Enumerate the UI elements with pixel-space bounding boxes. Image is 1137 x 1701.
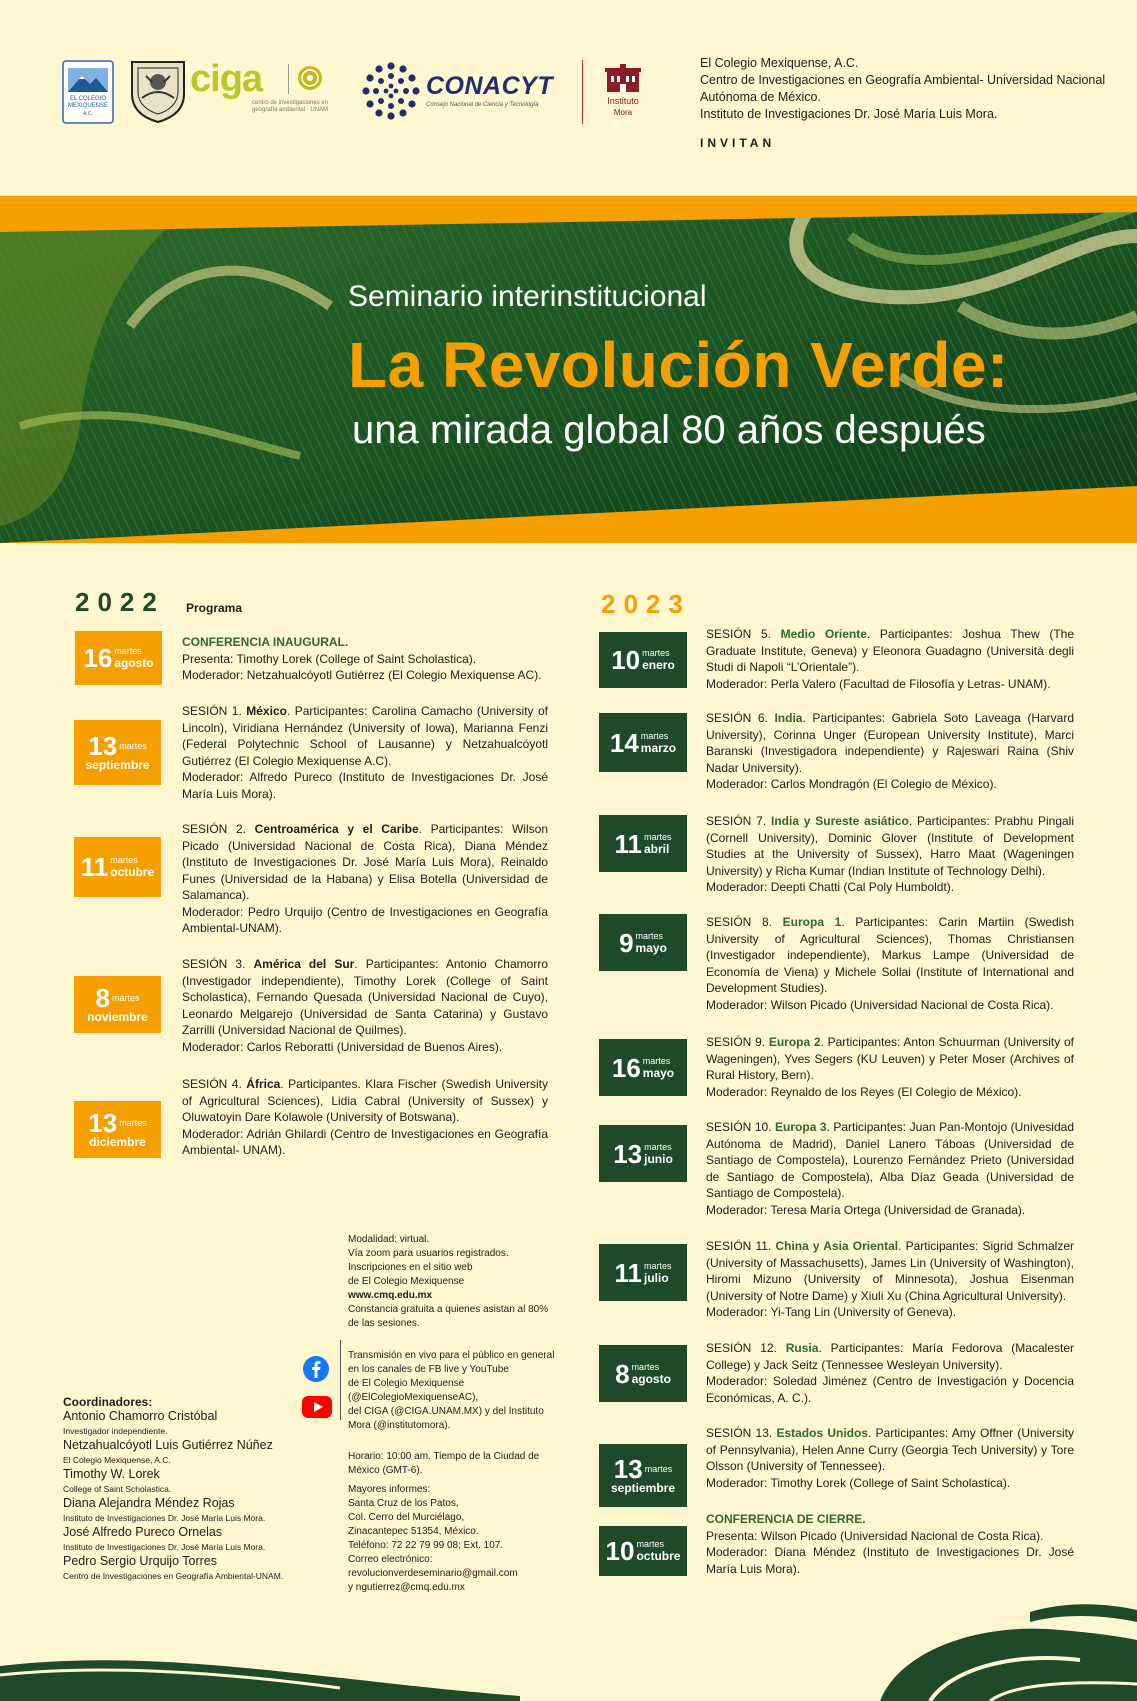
session-heading: CONFERENCIA DE CIERRE. bbox=[706, 1512, 866, 1526]
date-day: 10 bbox=[605, 1536, 635, 1566]
session-moderator: Moderador: Adrián Ghilardi (Centro de Investigaciones en Geografía Ambiental- UNAM). bbox=[182, 1126, 548, 1157]
horario-info bbox=[348, 1450, 578, 1478]
session-participants: . Participantes. Klara Fischer (Swedish University of Agricultural Sciences), Lidia Cabral (University of Sussex) y Oluwatoyin Dare Kolawole (University of Botswana). bbox=[182, 1077, 549, 1124]
date-day: 13 bbox=[88, 731, 118, 761]
coordinator-institution: College of Saint Scholastica. bbox=[63, 1484, 172, 1494]
info-line: de las sesiones. bbox=[348, 1318, 420, 1329]
mora-building-icon bbox=[605, 62, 641, 94]
date-weekday: martes bbox=[643, 1260, 672, 1271]
email-link[interactable]: revolucionverdeseminario@gmail.com bbox=[348, 1568, 518, 1579]
session-participants: . Participantes: Juan Pan-Montojo (Univesidad Autónoma de Madrid), Daniel Lanero Táboas (Universidad de Santiago de Compostela), Lourenzo Fernández Prieto (Universidad de Santiago de Compostela), Alba Díaz Geada (Universidad de Santiago de Compostela). bbox=[706, 1120, 1074, 1200]
date-day: 13 bbox=[88, 1108, 118, 1138]
mora-logo-text1: Instituto bbox=[607, 96, 639, 106]
info-line: Correo electrónico: bbox=[348, 1554, 433, 1565]
session-participants: . Participantes: Amy Offner (University of Pennsylvania), Helen Anne Curry (Georgia Tech University) y Tore Olsson (University of Tennessee). bbox=[706, 1426, 1074, 1473]
coordinator-institution: Instituto de Investigaciones Dr. José María Luis Mora. bbox=[63, 1542, 266, 1552]
session-region: Rusia bbox=[785, 1341, 819, 1355]
session-line: Moderador: Diana Méndez (Instituto de Investigaciones Dr. José María Luis Mora). bbox=[706, 1545, 1074, 1576]
info-line: Mora (@institutomora). bbox=[348, 1420, 451, 1431]
session-number: SESIÓN 1. bbox=[182, 704, 247, 718]
mora-logo-text2: Mora bbox=[613, 108, 633, 117]
info-line: (@ElColegioMexiquenseAC), bbox=[348, 1392, 479, 1403]
session-moderator: Moderador: Timothy Lorek (College of Saint Scholastica). bbox=[706, 1475, 1011, 1490]
coordinator-institution: El Colegio Mexiquense, A.C. bbox=[63, 1455, 171, 1465]
session-moderator: Moderador: Yi-Tang Lin (University of Geneva). bbox=[706, 1305, 957, 1319]
coordinators-title: Coordinadores: bbox=[63, 1395, 153, 1409]
date-day: 10 bbox=[611, 645, 641, 675]
date-month: mayo bbox=[635, 940, 667, 955]
session-region: China y Asia Oriental bbox=[775, 1239, 899, 1253]
date-weekday: martes bbox=[631, 1361, 660, 1372]
coordinator-institution: Centro de Investigaciones en Geografía Ambiental-UNAM. bbox=[63, 1571, 284, 1581]
session-number: SESIÓN 13. bbox=[706, 1426, 777, 1440]
session-region: Europa 2 bbox=[768, 1035, 821, 1049]
date-badge bbox=[599, 1526, 687, 1576]
date-day: 11 bbox=[80, 852, 109, 882]
session-6 bbox=[706, 710, 1074, 793]
info-line: Transmisión en vivo para el público en general bbox=[348, 1350, 555, 1361]
session-number: SESIÓN 6. bbox=[706, 711, 775, 725]
coordinator-institution: Instituto de Investigaciones Dr. José María Luis Mora. bbox=[63, 1513, 266, 1523]
session-1 bbox=[182, 703, 548, 802]
session-2 bbox=[182, 821, 548, 937]
date-month: noviembre bbox=[87, 1010, 148, 1024]
youtube-icon[interactable] bbox=[302, 1396, 332, 1418]
date-weekday: martes bbox=[110, 855, 138, 865]
date-weekday: martes bbox=[643, 831, 672, 842]
unam-shield-logo bbox=[128, 58, 188, 129]
programa-label: Programa bbox=[186, 601, 243, 615]
date-month: abril bbox=[643, 841, 670, 856]
session-region: Europa 3 bbox=[775, 1120, 827, 1134]
institution-line: Instituto de Investigaciones Dr. José María Luis Mora. bbox=[700, 107, 998, 121]
session-region: Centroamérica y el Caribe bbox=[254, 822, 419, 836]
ciga-logo-sub1: centro de investigaciones en bbox=[252, 100, 329, 106]
session-number: SESIÓN 4. bbox=[182, 1077, 247, 1091]
date-day: 13 bbox=[613, 1138, 643, 1169]
ciga-logo-sub2: geografía ambiental · UNAM bbox=[252, 107, 329, 113]
session-11 bbox=[706, 1238, 1074, 1321]
session-inaugural bbox=[182, 634, 548, 684]
conacyt-logo-text: CONACYT bbox=[426, 72, 554, 100]
coordinator-name: Diana Alejandra Méndez Rojas bbox=[63, 1496, 235, 1510]
header-institutions bbox=[700, 55, 1120, 123]
date-month: septiembre bbox=[85, 758, 150, 772]
info-line: Inscripciones en el sitio web bbox=[348, 1262, 473, 1273]
facebook-icon[interactable] bbox=[302, 1355, 330, 1383]
date-month: septiembre bbox=[610, 1481, 676, 1495]
session-line: Presenta: Timothy Lorek (College of Saint Scholastica). bbox=[182, 651, 477, 666]
date-weekday: martes bbox=[640, 730, 669, 741]
date-day: 9 bbox=[619, 927, 634, 958]
date-badge bbox=[599, 1244, 687, 1301]
date-badge bbox=[75, 631, 162, 685]
info-line: de El Colegio Mexiquense bbox=[348, 1276, 465, 1287]
info-line: de El Colegio Mexiquense bbox=[348, 1378, 465, 1389]
date-weekday: martes bbox=[642, 1055, 671, 1066]
session-line: Presenta: Wilson Picado (Universidad Nacional de Costa Rica). bbox=[706, 1528, 1044, 1543]
session-participants: . Participantes: Anton Schuurman (University of Wageningen), Yves Segers (KU Leuven) y Peter Moser (Archives of Rural History, Bern). bbox=[706, 1035, 1074, 1082]
session-9 bbox=[706, 1034, 1074, 1100]
session-moderator: Moderador: Teresa María Ortega (Universidad de Granada). bbox=[706, 1202, 1026, 1217]
session-region: África bbox=[246, 1077, 281, 1091]
info-line: Zinacantepec 51354, México. bbox=[348, 1526, 479, 1537]
session-number: SESIÓN 2. bbox=[182, 822, 255, 836]
date-month: diciembre bbox=[89, 1135, 146, 1149]
session-moderator: Moderador: Alfredo Pureco (Instituto de Investigaciones Dr. José María Luis Mora). bbox=[182, 770, 548, 801]
session-moderator: Moderador: Reynaldo de los Reyes (El Colegio de México). bbox=[706, 1084, 1022, 1099]
session-3 bbox=[182, 956, 548, 1055]
date-weekday: martes bbox=[119, 1117, 147, 1128]
session-participants: . Participantes: Carolina Camacho (University of Lincoln), Viridiana Hernández (University of Iowa), Marianna Fenzi (Federal Polytechnic School of Lausanne) y Netzahualcóyotl Gutiérrez (El Colegio Mexiquense A.C). bbox=[182, 704, 548, 768]
email-link[interactable]: y ngutierrez@cmq.edu.mx bbox=[348, 1582, 465, 1593]
session-participants: . Participantes: Carin Martiin (Swedish University of Agricultural Sciences), Thomas Christiansen (Investigador independiente), Markus Lampe (Universidad de Economía de Viena) y Michele Sollai (Institute of International and Development Studies). bbox=[706, 915, 1074, 995]
date-weekday: martes bbox=[636, 1539, 664, 1549]
ciga-logo bbox=[190, 56, 340, 126]
info-line: en los canales de FB live y YouTube bbox=[348, 1364, 509, 1375]
info-line: Mayores informes: bbox=[348, 1484, 431, 1495]
conacyt-logo-sub: Consejo Nacional de Ciencia y Tecnología bbox=[426, 102, 539, 108]
transmision-info bbox=[348, 1349, 578, 1433]
seminar-subtitle: una mirada global 80 años después bbox=[352, 408, 986, 452]
seminar-kicker: Seminario interinstitucional bbox=[348, 280, 707, 313]
date-badge bbox=[599, 1345, 687, 1402]
invitan-label: INVITAN bbox=[700, 136, 776, 150]
session-region: India y Sureste asiático bbox=[770, 814, 909, 828]
date-day: 14 bbox=[609, 727, 639, 758]
date-month: octubre bbox=[636, 1549, 681, 1563]
info-line: Horario: 10:00 am. Tiempo de la Ciudad de bbox=[348, 1451, 540, 1462]
session-8 bbox=[706, 914, 1074, 1013]
session-moderator: Moderador: Carlos Mondragón (El Colegio de México). bbox=[706, 777, 997, 791]
session-number: SESIÓN 12. bbox=[706, 1341, 786, 1355]
date-month: agosto bbox=[631, 1371, 671, 1386]
session-number: SESIÓN 5. bbox=[706, 627, 781, 641]
session-closing bbox=[706, 1511, 1074, 1577]
coordinator-name: José Alfredo Pureco Ornelas bbox=[63, 1525, 223, 1539]
institution-line: Centro de Investigaciones en Geografía Ambiental- Universidad Nacional bbox=[700, 73, 1106, 87]
instituto-mora-logo bbox=[582, 60, 663, 124]
date-badge bbox=[74, 720, 161, 785]
date-month: octubre bbox=[110, 865, 155, 879]
date-badge bbox=[599, 914, 687, 971]
session-participants: . Participantes: Wilson Picado (Universidad Nacional de Costa Rica), Diana Méndez (Instituto de Investigaciones Dr. José María Luis Mora), Reinaldo Funes (Universidad de la Habana) y Elisa Botella (Universidad de Salamanca). bbox=[182, 822, 548, 902]
date-day: 8 bbox=[615, 1358, 630, 1389]
contacto-info bbox=[348, 1483, 578, 1595]
year-2023-heading: 2023 bbox=[601, 589, 691, 619]
date-badge bbox=[74, 837, 161, 897]
session-moderator: Moderador: Soledad Jiménez (Centro de Investigación y Docencia Económicas, A. C.). bbox=[706, 1374, 1074, 1405]
date-month: julio bbox=[643, 1270, 669, 1285]
date-badge bbox=[74, 1101, 161, 1158]
date-month: agosto bbox=[114, 656, 154, 670]
date-day: 13 bbox=[613, 1454, 643, 1484]
ciga-logo-text: ciga bbox=[190, 58, 263, 100]
coordinator-name: Netzahualcóyotl Luis Gutiérrez Núñez bbox=[63, 1438, 273, 1452]
session-12 bbox=[706, 1340, 1074, 1406]
website-link[interactable]: www.cmq.edu.mx bbox=[348, 1290, 433, 1301]
date-day: 11 bbox=[614, 1257, 642, 1288]
colegio-mexiquense-logo bbox=[62, 60, 114, 124]
info-line: Modalidad: virtual. bbox=[348, 1234, 430, 1245]
conacyt-logo bbox=[362, 58, 562, 124]
session-number: SESIÓN 7. bbox=[706, 814, 771, 828]
coordinator-institution: Investigador independiente. bbox=[63, 1426, 168, 1436]
session-participants: . Participantes: Sigrid Schmalzer (University of Massachusetts), James Lin (University of Washington), Hiromi Mizuno (University of Minnesota), Joshua Eisenman (University of Notre Dame) y Xiuli Xu (China Agricultural University). bbox=[706, 1239, 1074, 1303]
info-line: del CIGA (@CIGA.UNAM.MX) y del Instituto bbox=[348, 1406, 544, 1417]
session-region: Medio Oriente bbox=[780, 627, 867, 641]
date-day: 16 bbox=[83, 643, 113, 673]
session-heading: CONFERENCIA INAUGURAL. bbox=[182, 635, 349, 649]
session-moderator: Moderador: Perla Valero (Facultad de Filosofía y Letras- UNAM). bbox=[706, 676, 1051, 691]
session-region: Estados Unidos bbox=[776, 1426, 868, 1440]
date-month: marzo bbox=[640, 740, 677, 755]
date-weekday: martes bbox=[635, 930, 664, 941]
session-moderator: Moderador: Wilson Picado (Universidad Nacional de Costa Rica). bbox=[706, 997, 1054, 1012]
info-line: Constancia gratuita a quienes asistan al 80% bbox=[348, 1304, 549, 1315]
date-badge bbox=[599, 1125, 687, 1182]
session-participants: . Participantes: Gabriela Soto Laveaga (Harvard University), Corinna Unger (European University Institute), Marci Baranski (Investigadora independiente) y Rajeswari Raina (Shiv Nadar University). bbox=[706, 711, 1074, 775]
coordinator-name: Antonio Chamorro Cristóbal bbox=[63, 1409, 218, 1423]
session-participants: . Participantes: Joshua Thew (The Graduate Institute, Geneva) y Eleonora Guadagno (Università degli Studi di Napoli “L’Orientale”). bbox=[706, 627, 1074, 674]
date-month: enero bbox=[642, 658, 675, 672]
info-line: Teléfono: 72 22 79 99 08; Ext. 107. bbox=[348, 1540, 504, 1551]
date-weekday: martes bbox=[644, 1463, 673, 1474]
coordinator-name: Timothy W. Lorek bbox=[63, 1467, 160, 1481]
date-month: junio bbox=[644, 1151, 673, 1166]
session-region: América del Sur bbox=[253, 957, 355, 971]
date-badge bbox=[599, 632, 687, 688]
session-number: SESIÓN 10. bbox=[706, 1120, 776, 1134]
date-badge bbox=[599, 815, 687, 872]
session-4 bbox=[182, 1076, 548, 1159]
info-line: Col. Cerro del Murciélago, bbox=[348, 1512, 465, 1523]
ciga-emblem-icon bbox=[296, 64, 324, 92]
session-number: SESIÓN 8. bbox=[706, 915, 783, 929]
institution-line: El Colegio Mexiquense, A.C. bbox=[700, 56, 859, 70]
session-number: SESIÓN 9. bbox=[706, 1035, 769, 1049]
date-badge bbox=[599, 1039, 687, 1096]
session-13 bbox=[706, 1425, 1074, 1491]
session-moderator: Moderador: Pedro Urquijo (Centro de Investigaciones en Geografía Ambiental-UNAM). bbox=[182, 904, 548, 935]
year-2022-heading: 2022 bbox=[75, 587, 165, 617]
session-region: India bbox=[774, 711, 803, 725]
date-badge bbox=[599, 1444, 687, 1507]
session-10 bbox=[706, 1119, 1074, 1218]
date-day: 16 bbox=[611, 1052, 641, 1083]
session-moderator: Moderador: Carlos Reboratti (Universidad de Buenos Aires). bbox=[182, 1039, 503, 1054]
session-participants: . Participantes: María Fedorova (Macalester College) y Jack Seitz (Tennessee Wesleyan University). bbox=[706, 1341, 1074, 1372]
session-number: SESIÓN 3. bbox=[182, 957, 254, 971]
coordinators-block bbox=[63, 1395, 283, 1583]
seminar-title: La Revolución Verde: bbox=[348, 329, 1009, 401]
session-region: México bbox=[246, 704, 287, 718]
conacyt-dots-icon bbox=[362, 62, 420, 120]
date-weekday: martes bbox=[114, 646, 142, 656]
date-day: 8 bbox=[95, 983, 110, 1013]
institution-line: Autónoma de México. bbox=[700, 90, 821, 104]
modalidad-info bbox=[348, 1233, 568, 1331]
info-line: México (GMT-6). bbox=[348, 1465, 423, 1476]
coordinator-name: Pedro Sergio Urquijo Torres bbox=[63, 1554, 218, 1568]
date-month: mayo bbox=[642, 1065, 675, 1080]
date-weekday: martes bbox=[644, 1141, 672, 1152]
info-line: Vía zoom para usuarios registrados. bbox=[348, 1248, 509, 1259]
session-participants: . Participantes: Prabhu Pingali (Cornell University), Dominic Glover (Institute of Development Studies at the University of Sussex), Harro Maat (Wageningen University) y Richa Kumar (Indian Institute of Technology Delhi). bbox=[706, 814, 1074, 878]
session-7 bbox=[706, 813, 1074, 896]
session-number: SESIÓN 11. bbox=[706, 1239, 776, 1253]
date-weekday: martes bbox=[119, 740, 147, 751]
date-weekday: martes bbox=[642, 648, 670, 658]
date-day: 11 bbox=[614, 828, 642, 859]
session-participants: . Participantes: Antonio Chamorro (Investigador independiente), Timothy Lorek (College of Saint Scholastica), Fernando Quesada (Universidad Nacional de Cuyo), Leonardo Melgarejo (Universidad de Santa Catarina) y Gustavo Zarrilli (Universidad Nacional de Quilmes). bbox=[182, 957, 548, 1037]
session-moderator: Moderador: Deepti Chatti (Cal Poly Humboldt). bbox=[706, 880, 955, 894]
session-region: Europa 1 bbox=[782, 915, 842, 929]
date-badge bbox=[599, 713, 687, 772]
colegio-logo-sub: A.C. bbox=[83, 111, 93, 117]
session-5 bbox=[706, 626, 1074, 692]
session-line: Moderador: Netzahualcóyotl Gutiérrez (El Colegio Mexiquense AC). bbox=[182, 668, 542, 682]
date-weekday: martes bbox=[111, 992, 140, 1003]
info-line: Santa Cruz de los Patos, bbox=[348, 1498, 459, 1509]
bottom-swirl-decoration bbox=[0, 1600, 1137, 1701]
colegio-logo-text: EL COLEGIO MEXIQUENSE bbox=[67, 96, 108, 109]
date-badge bbox=[74, 976, 161, 1033]
